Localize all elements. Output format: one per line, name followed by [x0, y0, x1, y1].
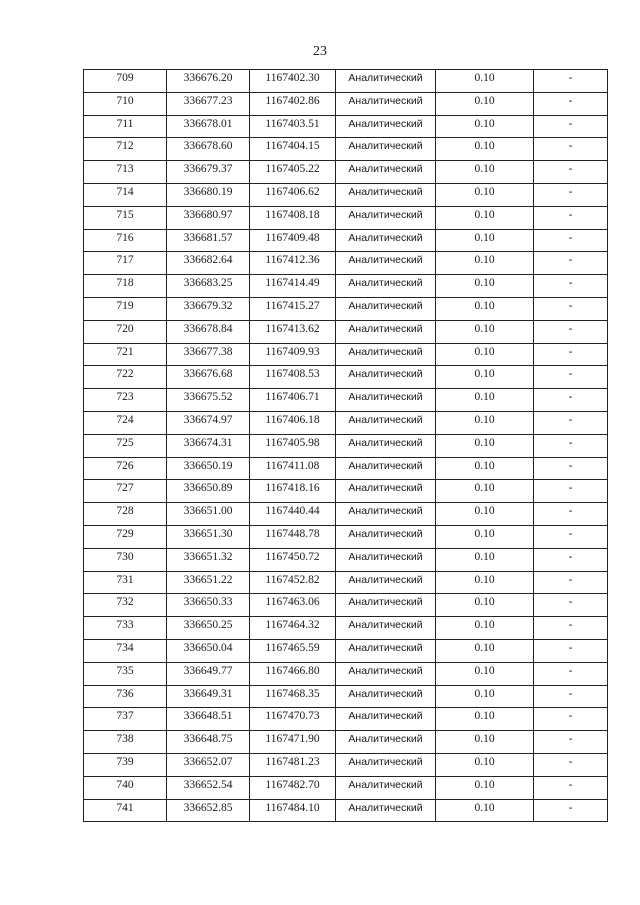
- point-number-cell: 725: [84, 434, 167, 457]
- point-number-cell: 718: [84, 275, 167, 298]
- x-coordinate-cell: 336650.25: [167, 617, 250, 640]
- table-row: [84, 366, 608, 389]
- extra-cell: -: [534, 799, 608, 822]
- accuracy-cell: 0.10: [436, 776, 534, 799]
- y-coordinate-cell: 1167413.62: [250, 320, 336, 343]
- method-cell: Аналитический: [336, 206, 436, 229]
- x-coordinate-cell: 336650.04: [167, 639, 250, 662]
- table-row: [84, 252, 608, 275]
- x-coordinate-cell: 336652.54: [167, 776, 250, 799]
- table-row: [84, 92, 608, 115]
- table-row: [84, 229, 608, 252]
- x-coordinate-cell: 336678.60: [167, 138, 250, 161]
- point-number-cell: 715: [84, 206, 167, 229]
- y-coordinate-cell: 1167415.27: [250, 297, 336, 320]
- method-cell: Аналитический: [336, 480, 436, 503]
- extra-cell: -: [534, 685, 608, 708]
- y-coordinate-cell: 1167452.82: [250, 571, 336, 594]
- accuracy-cell: 0.10: [436, 457, 534, 480]
- table-row: [84, 708, 608, 731]
- method-cell: Аналитический: [336, 297, 436, 320]
- extra-cell: -: [534, 753, 608, 776]
- accuracy-cell: 0.10: [436, 411, 534, 434]
- y-coordinate-cell: 1167468.35: [250, 685, 336, 708]
- table-row: [84, 685, 608, 708]
- accuracy-cell: 0.10: [436, 434, 534, 457]
- accuracy-cell: 0.10: [436, 229, 534, 252]
- method-cell: Аналитический: [336, 685, 436, 708]
- method-cell: Аналитический: [336, 799, 436, 822]
- extra-cell: -: [534, 161, 608, 184]
- coordinates-table: [83, 69, 608, 822]
- method-cell: Аналитический: [336, 503, 436, 526]
- point-number-cell: 729: [84, 525, 167, 548]
- extra-cell: -: [534, 480, 608, 503]
- extra-cell: -: [534, 776, 608, 799]
- accuracy-cell: 0.10: [436, 639, 534, 662]
- accuracy-cell: 0.10: [436, 708, 534, 731]
- accuracy-cell: 0.10: [436, 320, 534, 343]
- table-row: [84, 297, 608, 320]
- x-coordinate-cell: 336652.07: [167, 753, 250, 776]
- x-coordinate-cell: 336680.19: [167, 183, 250, 206]
- y-coordinate-cell: 1167484.10: [250, 799, 336, 822]
- y-coordinate-cell: 1167406.18: [250, 411, 336, 434]
- extra-cell: -: [534, 252, 608, 275]
- method-cell: Аналитический: [336, 138, 436, 161]
- coordinates-table-body: [84, 70, 608, 822]
- y-coordinate-cell: 1167414.49: [250, 275, 336, 298]
- accuracy-cell: 0.10: [436, 161, 534, 184]
- x-coordinate-cell: 336674.97: [167, 411, 250, 434]
- y-coordinate-cell: 1167481.23: [250, 753, 336, 776]
- y-coordinate-cell: 1167466.80: [250, 662, 336, 685]
- x-coordinate-cell: 336651.22: [167, 571, 250, 594]
- y-coordinate-cell: 1167412.36: [250, 252, 336, 275]
- extra-cell: -: [534, 183, 608, 206]
- x-coordinate-cell: 336651.32: [167, 548, 250, 571]
- point-number-cell: 720: [84, 320, 167, 343]
- accuracy-cell: 0.10: [436, 366, 534, 389]
- x-coordinate-cell: 336677.38: [167, 343, 250, 366]
- accuracy-cell: 0.10: [436, 594, 534, 617]
- point-number-cell: 713: [84, 161, 167, 184]
- extra-cell: -: [534, 92, 608, 115]
- extra-cell: -: [534, 366, 608, 389]
- point-number-cell: 732: [84, 594, 167, 617]
- y-coordinate-cell: 1167402.86: [250, 92, 336, 115]
- method-cell: Аналитический: [336, 183, 436, 206]
- extra-cell: -: [534, 389, 608, 412]
- accuracy-cell: 0.10: [436, 343, 534, 366]
- extra-cell: -: [534, 206, 608, 229]
- point-number-cell: 741: [84, 799, 167, 822]
- extra-cell: -: [534, 343, 608, 366]
- x-coordinate-cell: 336683.25: [167, 275, 250, 298]
- extra-cell: -: [534, 434, 608, 457]
- point-number-cell: 737: [84, 708, 167, 731]
- extra-cell: -: [534, 525, 608, 548]
- method-cell: Аналитический: [336, 229, 436, 252]
- point-number-cell: 736: [84, 685, 167, 708]
- point-number-cell: 722: [84, 366, 167, 389]
- point-number-cell: 738: [84, 731, 167, 754]
- method-cell: Аналитический: [336, 434, 436, 457]
- point-number-cell: 721: [84, 343, 167, 366]
- table-row: [84, 434, 608, 457]
- point-number-cell: 716: [84, 229, 167, 252]
- accuracy-cell: 0.10: [436, 571, 534, 594]
- extra-cell: -: [534, 708, 608, 731]
- method-cell: Аналитический: [336, 617, 436, 640]
- method-cell: Аналитический: [336, 411, 436, 434]
- x-coordinate-cell: 336651.30: [167, 525, 250, 548]
- extra-cell: -: [534, 731, 608, 754]
- point-number-cell: 719: [84, 297, 167, 320]
- y-coordinate-cell: 1167408.18: [250, 206, 336, 229]
- accuracy-cell: 0.10: [436, 525, 534, 548]
- y-coordinate-cell: 1167471.90: [250, 731, 336, 754]
- y-coordinate-cell: 1167409.93: [250, 343, 336, 366]
- extra-cell: -: [534, 411, 608, 434]
- y-coordinate-cell: 1167465.59: [250, 639, 336, 662]
- table-row: [84, 571, 608, 594]
- table-row: [84, 183, 608, 206]
- point-number-cell: 734: [84, 639, 167, 662]
- extra-cell: -: [534, 548, 608, 571]
- point-number-cell: 739: [84, 753, 167, 776]
- table-row: [84, 343, 608, 366]
- table-row: [84, 70, 608, 93]
- method-cell: Аналитический: [336, 753, 436, 776]
- x-coordinate-cell: 336650.33: [167, 594, 250, 617]
- method-cell: Аналитический: [336, 275, 436, 298]
- extra-cell: -: [534, 297, 608, 320]
- accuracy-cell: 0.10: [436, 548, 534, 571]
- method-cell: Аналитический: [336, 252, 436, 275]
- extra-cell: -: [534, 70, 608, 93]
- accuracy-cell: 0.10: [436, 115, 534, 138]
- extra-cell: -: [534, 617, 608, 640]
- method-cell: Аналитический: [336, 594, 436, 617]
- accuracy-cell: 0.10: [436, 799, 534, 822]
- x-coordinate-cell: 336681.57: [167, 229, 250, 252]
- table-row: [84, 525, 608, 548]
- y-coordinate-cell: 1167406.71: [250, 389, 336, 412]
- y-coordinate-cell: 1167448.78: [250, 525, 336, 548]
- table-row: [84, 731, 608, 754]
- x-coordinate-cell: 336676.68: [167, 366, 250, 389]
- extra-cell: -: [534, 115, 608, 138]
- x-coordinate-cell: 336651.00: [167, 503, 250, 526]
- method-cell: Аналитический: [336, 639, 436, 662]
- extra-cell: -: [534, 571, 608, 594]
- x-coordinate-cell: 336650.89: [167, 480, 250, 503]
- method-cell: Аналитический: [336, 776, 436, 799]
- method-cell: Аналитический: [336, 457, 436, 480]
- x-coordinate-cell: 336650.19: [167, 457, 250, 480]
- method-cell: Аналитический: [336, 366, 436, 389]
- x-coordinate-cell: 336679.32: [167, 297, 250, 320]
- y-coordinate-cell: 1167440.44: [250, 503, 336, 526]
- y-coordinate-cell: 1167402.30: [250, 70, 336, 93]
- point-number-cell: 728: [84, 503, 167, 526]
- table-row: [84, 115, 608, 138]
- point-number-cell: 714: [84, 183, 167, 206]
- point-number-cell: 709: [84, 70, 167, 93]
- method-cell: Аналитический: [336, 389, 436, 412]
- accuracy-cell: 0.10: [436, 480, 534, 503]
- extra-cell: -: [534, 320, 608, 343]
- method-cell: Аналитический: [336, 320, 436, 343]
- point-number-cell: 731: [84, 571, 167, 594]
- y-coordinate-cell: 1167463.06: [250, 594, 336, 617]
- table-row: [84, 799, 608, 822]
- point-number-cell: 740: [84, 776, 167, 799]
- x-coordinate-cell: 336648.75: [167, 731, 250, 754]
- accuracy-cell: 0.10: [436, 252, 534, 275]
- table-row: [84, 617, 608, 640]
- y-coordinate-cell: 1167406.62: [250, 183, 336, 206]
- y-coordinate-cell: 1167470.73: [250, 708, 336, 731]
- x-coordinate-cell: 336674.31: [167, 434, 250, 457]
- accuracy-cell: 0.10: [436, 92, 534, 115]
- y-coordinate-cell: 1167404.15: [250, 138, 336, 161]
- x-coordinate-cell: 336678.84: [167, 320, 250, 343]
- y-coordinate-cell: 1167408.53: [250, 366, 336, 389]
- table-row: [84, 548, 608, 571]
- y-coordinate-cell: 1167418.16: [250, 480, 336, 503]
- method-cell: Аналитический: [336, 70, 436, 93]
- table-row: [84, 639, 608, 662]
- method-cell: Аналитический: [336, 731, 436, 754]
- accuracy-cell: 0.10: [436, 183, 534, 206]
- extra-cell: -: [534, 594, 608, 617]
- extra-cell: -: [534, 639, 608, 662]
- table-row: [84, 138, 608, 161]
- table-row: [84, 320, 608, 343]
- extra-cell: -: [534, 138, 608, 161]
- point-number-cell: 710: [84, 92, 167, 115]
- accuracy-cell: 0.10: [436, 297, 534, 320]
- accuracy-cell: 0.10: [436, 503, 534, 526]
- method-cell: Аналитический: [336, 571, 436, 594]
- accuracy-cell: 0.10: [436, 685, 534, 708]
- accuracy-cell: 0.10: [436, 753, 534, 776]
- table-row: [84, 753, 608, 776]
- point-number-cell: 723: [84, 389, 167, 412]
- point-number-cell: 711: [84, 115, 167, 138]
- accuracy-cell: 0.10: [436, 662, 534, 685]
- method-cell: Аналитический: [336, 548, 436, 571]
- table-row: [84, 411, 608, 434]
- table-row: [84, 776, 608, 799]
- accuracy-cell: 0.10: [436, 275, 534, 298]
- point-number-cell: 712: [84, 138, 167, 161]
- x-coordinate-cell: 336679.37: [167, 161, 250, 184]
- method-cell: Аналитический: [336, 662, 436, 685]
- point-number-cell: 724: [84, 411, 167, 434]
- method-cell: Аналитический: [336, 525, 436, 548]
- accuracy-cell: 0.10: [436, 389, 534, 412]
- accuracy-cell: 0.10: [436, 138, 534, 161]
- extra-cell: -: [534, 503, 608, 526]
- y-coordinate-cell: 1167403.51: [250, 115, 336, 138]
- method-cell: Аналитический: [336, 708, 436, 731]
- accuracy-cell: 0.10: [436, 617, 534, 640]
- table-row: [84, 161, 608, 184]
- accuracy-cell: 0.10: [436, 731, 534, 754]
- extra-cell: -: [534, 662, 608, 685]
- x-coordinate-cell: 336652.85: [167, 799, 250, 822]
- table-row: [84, 206, 608, 229]
- point-number-cell: 717: [84, 252, 167, 275]
- method-cell: Аналитический: [336, 92, 436, 115]
- point-number-cell: 726: [84, 457, 167, 480]
- y-coordinate-cell: 1167409.48: [250, 229, 336, 252]
- point-number-cell: 735: [84, 662, 167, 685]
- method-cell: Аналитический: [336, 161, 436, 184]
- y-coordinate-cell: 1167450.72: [250, 548, 336, 571]
- page-number: 23: [313, 44, 327, 59]
- point-number-cell: 727: [84, 480, 167, 503]
- y-coordinate-cell: 1167464.32: [250, 617, 336, 640]
- table-row: [84, 662, 608, 685]
- point-number-cell: 730: [84, 548, 167, 571]
- table-row: [84, 389, 608, 412]
- extra-cell: -: [534, 457, 608, 480]
- x-coordinate-cell: 336649.77: [167, 662, 250, 685]
- x-coordinate-cell: 336675.52: [167, 389, 250, 412]
- accuracy-cell: 0.10: [436, 206, 534, 229]
- point-number-cell: 733: [84, 617, 167, 640]
- accuracy-cell: 0.10: [436, 70, 534, 93]
- method-cell: Аналитический: [336, 343, 436, 366]
- x-coordinate-cell: 336682.64: [167, 252, 250, 275]
- y-coordinate-cell: 1167482.70: [250, 776, 336, 799]
- table-row: [84, 503, 608, 526]
- x-coordinate-cell: 336678.01: [167, 115, 250, 138]
- table-row: [84, 594, 608, 617]
- x-coordinate-cell: 336649.31: [167, 685, 250, 708]
- x-coordinate-cell: 336680.97: [167, 206, 250, 229]
- table-row: [84, 480, 608, 503]
- y-coordinate-cell: 1167405.98: [250, 434, 336, 457]
- y-coordinate-cell: 1167411.08: [250, 457, 336, 480]
- table-row: [84, 457, 608, 480]
- x-coordinate-cell: 336648.51: [167, 708, 250, 731]
- method-cell: Аналитический: [336, 115, 436, 138]
- y-coordinate-cell: 1167405.22: [250, 161, 336, 184]
- x-coordinate-cell: 336676.20: [167, 70, 250, 93]
- extra-cell: -: [534, 275, 608, 298]
- extra-cell: -: [534, 229, 608, 252]
- table-row: [84, 275, 608, 298]
- x-coordinate-cell: 336677.23: [167, 92, 250, 115]
